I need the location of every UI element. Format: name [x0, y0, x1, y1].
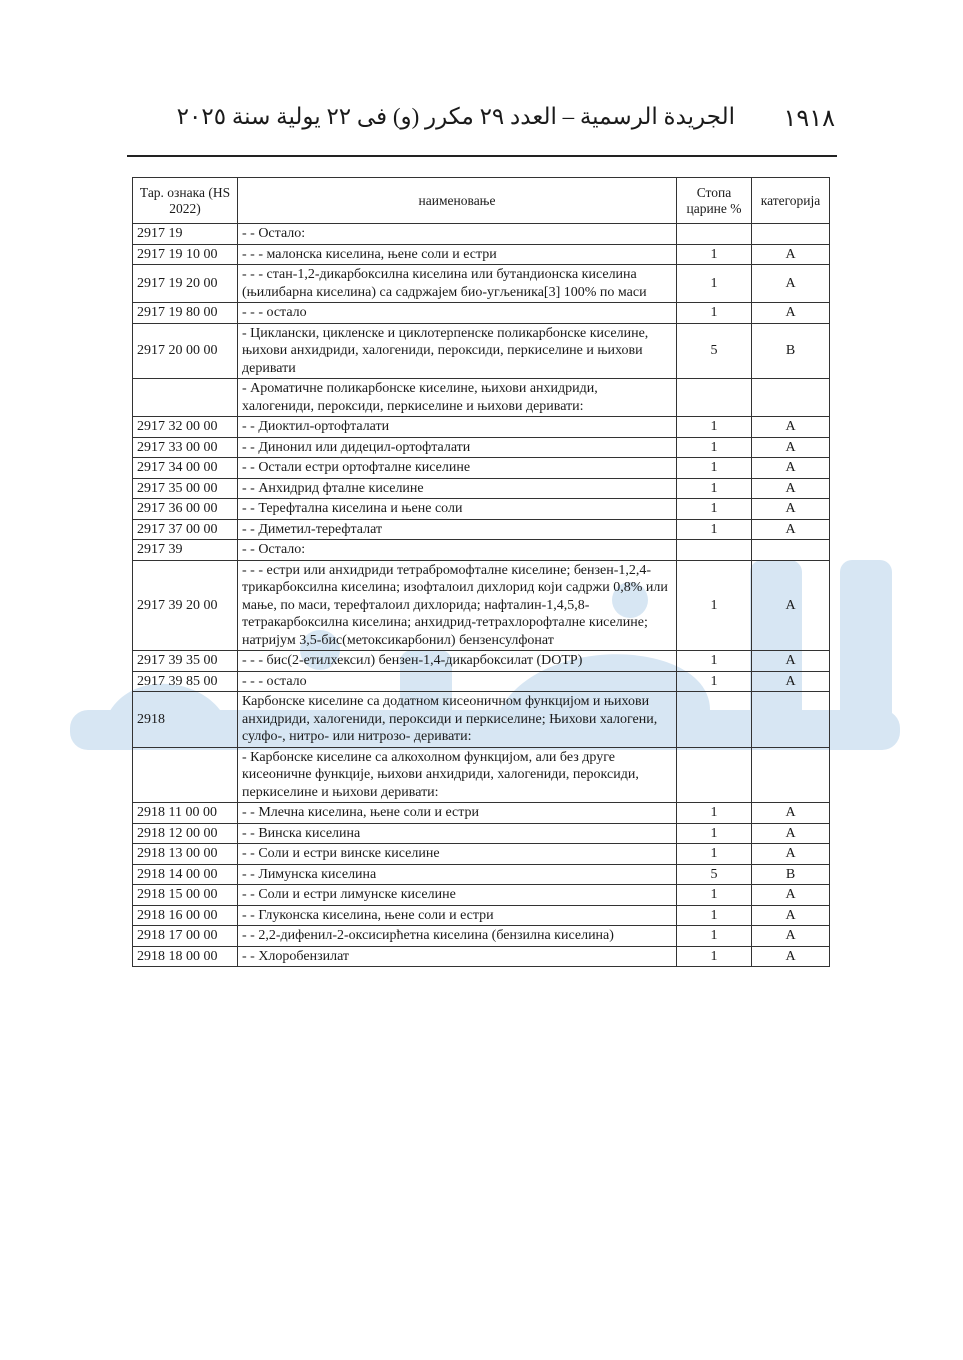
- duty-rate: [677, 747, 752, 803]
- tariff-code: 2917 19 20 00: [133, 265, 238, 303]
- description: - - Млечна киселина, њене соли и естри: [238, 803, 677, 824]
- table-row: [133, 303, 830, 324]
- duty-rate: 1: [677, 458, 752, 479]
- category: A: [752, 885, 830, 906]
- table-row: [133, 499, 830, 520]
- duty-rate: 1: [677, 437, 752, 458]
- category: A: [752, 926, 830, 947]
- header-rule: [127, 155, 837, 157]
- table-row: [133, 823, 830, 844]
- page-header: [128, 100, 835, 140]
- header-category: категорија: [752, 178, 830, 224]
- table-row: [133, 844, 830, 865]
- category: A: [752, 244, 830, 265]
- category: [752, 224, 830, 245]
- table-row: [133, 692, 830, 748]
- description: - - Остало:: [238, 224, 677, 245]
- duty-rate: 1: [677, 885, 752, 906]
- category: [752, 540, 830, 561]
- duty-rate: 1: [677, 417, 752, 438]
- tariff-code: 2918 17 00 00: [133, 926, 238, 947]
- duty-rate: 1: [677, 844, 752, 865]
- category: A: [752, 499, 830, 520]
- duty-rate: 1: [677, 803, 752, 824]
- duty-rate: 1: [677, 926, 752, 947]
- description: - - Анхидрид фталне киселине: [238, 478, 677, 499]
- tariff-code: 2917 19: [133, 224, 238, 245]
- description: - - - бис(2-етилхексил) бензен-1,4-дикарбоксилат (DOTP): [238, 651, 677, 672]
- tariff-code: 2918 16 00 00: [133, 905, 238, 926]
- category: A: [752, 478, 830, 499]
- page-number: ١٩١٨: [783, 106, 835, 132]
- tariff-code: 2917 39: [133, 540, 238, 561]
- tariff-code: 2917 36 00 00: [133, 499, 238, 520]
- description: - - Винска киселина: [238, 823, 677, 844]
- tariff-code: 2917 39 35 00: [133, 651, 238, 672]
- duty-rate: 1: [677, 651, 752, 672]
- category: A: [752, 303, 830, 324]
- table-row: [133, 905, 830, 926]
- tariff-code: 2917 19 80 00: [133, 303, 238, 324]
- tariff-code: 2917 39 20 00: [133, 560, 238, 651]
- table-row: [133, 926, 830, 947]
- tariff-code: 2918: [133, 692, 238, 748]
- description: - - - остало: [238, 671, 677, 692]
- tariff-code: 2917 37 00 00: [133, 519, 238, 540]
- category: A: [752, 519, 830, 540]
- table-row: [133, 946, 830, 967]
- table-row: [133, 244, 830, 265]
- table-row: [133, 651, 830, 672]
- description: - - Терефтална киселина и њене соли: [238, 499, 677, 520]
- tariff-code: [133, 379, 238, 417]
- duty-rate: [677, 692, 752, 748]
- duty-rate: [677, 379, 752, 417]
- table-row: [133, 379, 830, 417]
- description: - - Лимунска киселина: [238, 864, 677, 885]
- duty-rate: 1: [677, 244, 752, 265]
- description: - - Хлоробензилат: [238, 946, 677, 967]
- duty-rate: [677, 540, 752, 561]
- header-code: Тар. ознака (HS 2022): [133, 178, 238, 224]
- category: A: [752, 803, 830, 824]
- duty-rate: 1: [677, 905, 752, 926]
- duty-rate: 1: [677, 478, 752, 499]
- tariff-code: 2917 19 10 00: [133, 244, 238, 265]
- description: - - Диоктил-ортофталати: [238, 417, 677, 438]
- table-row: [133, 540, 830, 561]
- description: - - Динонил или дидецил-ортофталати: [238, 437, 677, 458]
- table-row: [133, 323, 830, 379]
- table-row: [133, 747, 830, 803]
- duty-rate: 1: [677, 671, 752, 692]
- table-row: [133, 560, 830, 651]
- duty-rate: 1: [677, 265, 752, 303]
- tariff-code: 2918 12 00 00: [133, 823, 238, 844]
- duty-rate: 1: [677, 823, 752, 844]
- table-row: [133, 803, 830, 824]
- category: A: [752, 458, 830, 479]
- duty-rate: 1: [677, 519, 752, 540]
- category: A: [752, 560, 830, 651]
- category: [752, 692, 830, 748]
- table-row: [133, 437, 830, 458]
- tariff-code: 2918 18 00 00: [133, 946, 238, 967]
- tariff-code: 2917 20 00 00: [133, 323, 238, 379]
- table-row: [133, 671, 830, 692]
- table-header-row: [133, 178, 830, 224]
- category: B: [752, 864, 830, 885]
- category: A: [752, 946, 830, 967]
- description: - Карбонске киселине са алкохолном функцијом, али без друге кисеоничне функције, њихови анхидриди, халогениди, пероксиди, перкиселине и њихови деривати:: [238, 747, 677, 803]
- table-row: [133, 519, 830, 540]
- category: A: [752, 417, 830, 438]
- table-row: [133, 864, 830, 885]
- tariff-code: 2918 15 00 00: [133, 885, 238, 906]
- description: Карбонске киселине са додатном кисеоничном функцијом и њихови анхидриди, халогениди, пероксиди и перкиселине; Њихови халогени, сулфо-, нитро- или нитрозо- деривати:: [238, 692, 677, 748]
- description: - Ароматичне поликарбонске киселине, њихови анхидриди, халогениди, пероксиди, перкиселине и њихови деривати:: [238, 379, 677, 417]
- table-row: [133, 885, 830, 906]
- duty-rate: 1: [677, 560, 752, 651]
- tariff-code: 2918 11 00 00: [133, 803, 238, 824]
- duty-rate: 5: [677, 323, 752, 379]
- table-row: [133, 478, 830, 499]
- category: [752, 747, 830, 803]
- gazette-title: الجريدة الرسمية – العدد ٢٩ مكرر (و) فى ٢٢ يولية سنة ٢٠٢٥: [176, 104, 735, 129]
- description: - Циклански, цикленске и циклотерпенске поликарбонске киселине, њихови анхидриди, халогениди, пероксиди, перкиселине и њихови деривати: [238, 323, 677, 379]
- description: - - Остали естри ортофталне киселине: [238, 458, 677, 479]
- tariff-code: 2917 39 85 00: [133, 671, 238, 692]
- duty-rate: 1: [677, 303, 752, 324]
- table-row: [133, 417, 830, 438]
- table-row: [133, 224, 830, 245]
- description: - - 2,2-дифенил-2-оксисирћетна киселина (бензилна киселина): [238, 926, 677, 947]
- duty-rate: [677, 224, 752, 245]
- header-rate: Стопа царине %: [677, 178, 752, 224]
- description: - - - малонска киселина, њене соли и естри: [238, 244, 677, 265]
- tariff-code: 2917 32 00 00: [133, 417, 238, 438]
- tariff-code: 2918 13 00 00: [133, 844, 238, 865]
- description: - - - остало: [238, 303, 677, 324]
- description: - - - стан-1,2-дикарбоксилна киселина или бутандионска киселина (њилибарна киселина) са садржајем био-угљеника[3] 100% по маси: [238, 265, 677, 303]
- category: [752, 379, 830, 417]
- category: A: [752, 905, 830, 926]
- table-row: [133, 458, 830, 479]
- category: A: [752, 844, 830, 865]
- tariff-code: [133, 747, 238, 803]
- tariff-table: [132, 177, 830, 967]
- tariff-code: 2918 14 00 00: [133, 864, 238, 885]
- header-name: наименовање: [238, 178, 677, 224]
- description: - - Соли и естри лимунске киселине: [238, 885, 677, 906]
- tariff-code: 2917 33 00 00: [133, 437, 238, 458]
- duty-rate: 1: [677, 499, 752, 520]
- description: - - Диметил-терефталат: [238, 519, 677, 540]
- table-row: [133, 265, 830, 303]
- category: A: [752, 651, 830, 672]
- tariff-code: 2917 35 00 00: [133, 478, 238, 499]
- description: - - Глуконска киселина, њене соли и естри: [238, 905, 677, 926]
- description: - - Остало:: [238, 540, 677, 561]
- duty-rate: 5: [677, 864, 752, 885]
- category: A: [752, 823, 830, 844]
- description: - - Соли и естри винске киселине: [238, 844, 677, 865]
- category: B: [752, 323, 830, 379]
- category: A: [752, 265, 830, 303]
- duty-rate: 1: [677, 946, 752, 967]
- category: A: [752, 671, 830, 692]
- tariff-code: 2917 34 00 00: [133, 458, 238, 479]
- category: A: [752, 437, 830, 458]
- description: - - - естри или анхидриди тетрабромофталне киселине; бензен-1,2,4-трикарбоксилна киселина; изофталоил дихлорид који садржи 0,8% или мање, по маси, терефталоил дихлорида; нафталин-1,4,5,8-тетракарбоксилна киселина; анхидрид-тетрахлорофталне киселине; натријум 3,5-бис(метоксикарбонил) бензенсулфонат: [238, 560, 677, 651]
